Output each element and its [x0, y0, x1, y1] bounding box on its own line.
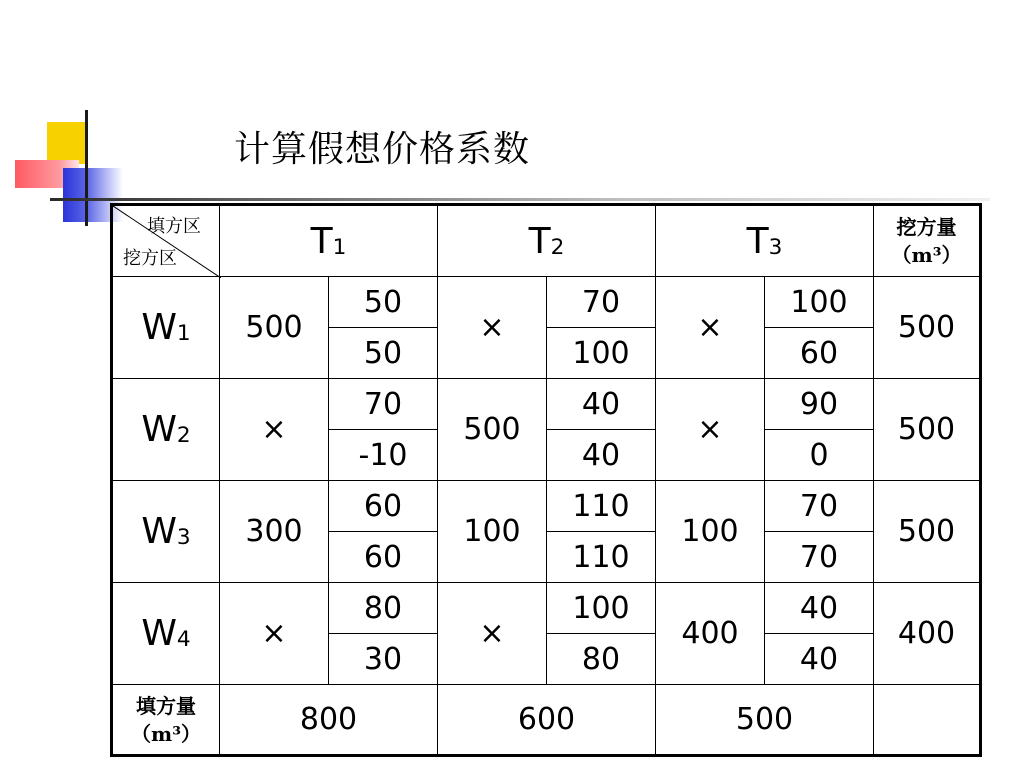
excavation-volume-header: 挖方量 （m³）: [874, 205, 981, 277]
allocation-cell: ×: [656, 277, 765, 379]
coefficient-cell: 40: [765, 634, 874, 685]
slide-title: 计算假想价格系数: [234, 129, 531, 170]
allocation-cell: ×: [220, 379, 329, 481]
row-total-cell: 500: [874, 277, 981, 379]
column-header-t2: $T_2$: [438, 205, 656, 277]
allocation-cell: 100: [656, 481, 765, 583]
decor-yellow-square: [47, 122, 87, 164]
column-total-t1: 800: [220, 685, 438, 756]
coefficient-cell: 100: [547, 328, 656, 379]
coefficient-cell: 50: [329, 328, 438, 379]
row-total-cell: 500: [874, 481, 981, 583]
column-total-t3: 500: [656, 685, 874, 756]
coefficient-cell: 80: [547, 634, 656, 685]
corner-top-label: 填方区: [147, 216, 201, 237]
coefficient-cell: -10: [329, 430, 438, 481]
allocation-cell: ×: [656, 379, 765, 481]
cost-cell: 70: [547, 277, 656, 328]
allocation-cell: ×: [438, 277, 547, 379]
row-total-cell: 400: [874, 583, 981, 685]
coefficient-cell: 70: [765, 532, 874, 583]
grand-total-cell: [874, 685, 981, 756]
allocation-cell: 400: [656, 583, 765, 685]
corner-cell: [112, 205, 220, 277]
coefficient-cell: 60: [765, 328, 874, 379]
coefficient-cell: 110: [547, 532, 656, 583]
cost-cell: 110: [547, 481, 656, 532]
coefficient-cell: 40: [547, 430, 656, 481]
row-header-w3: $W_3$: [112, 481, 220, 583]
coefficient-cell: 30: [329, 634, 438, 685]
allocation-cell: ×: [220, 583, 329, 685]
cost-cell: 50: [329, 277, 438, 328]
coefficient-cell: 0: [765, 430, 874, 481]
allocation-cell: 500: [438, 379, 547, 481]
decor-horizontal-line: [50, 198, 990, 201]
allocation-cell: 500: [220, 277, 329, 379]
cost-cell: 100: [765, 277, 874, 328]
allocation-cell: 300: [220, 481, 329, 583]
cost-cell: 80: [329, 583, 438, 634]
decor-vertical-line: [85, 110, 88, 226]
row-header-w4: $W_4$: [112, 583, 220, 685]
fill-volume-header: 填方量 （m³）: [112, 685, 220, 756]
cost-cell: 40: [547, 379, 656, 430]
corner-bottom-label: 挖方区: [123, 248, 177, 269]
cost-cell: 70: [329, 379, 438, 430]
cost-cell: 60: [329, 481, 438, 532]
column-total-t2: 600: [438, 685, 656, 756]
allocation-cell: ×: [438, 583, 547, 685]
column-header-t1: $T_1$: [220, 205, 438, 277]
row-header-w2: $W_2$: [112, 379, 220, 481]
row-header-w1: $W_1$: [112, 277, 220, 379]
cost-cell: 40: [765, 583, 874, 634]
cost-cell: 70: [765, 481, 874, 532]
cost-cell: 100: [547, 583, 656, 634]
cost-cell: 90: [765, 379, 874, 430]
coefficient-cell: 60: [329, 532, 438, 583]
row-total-cell: 500: [874, 379, 981, 481]
allocation-cell: 100: [438, 481, 547, 583]
transport-table: [110, 203, 982, 757]
column-header-t3: $T_3$: [656, 205, 874, 277]
